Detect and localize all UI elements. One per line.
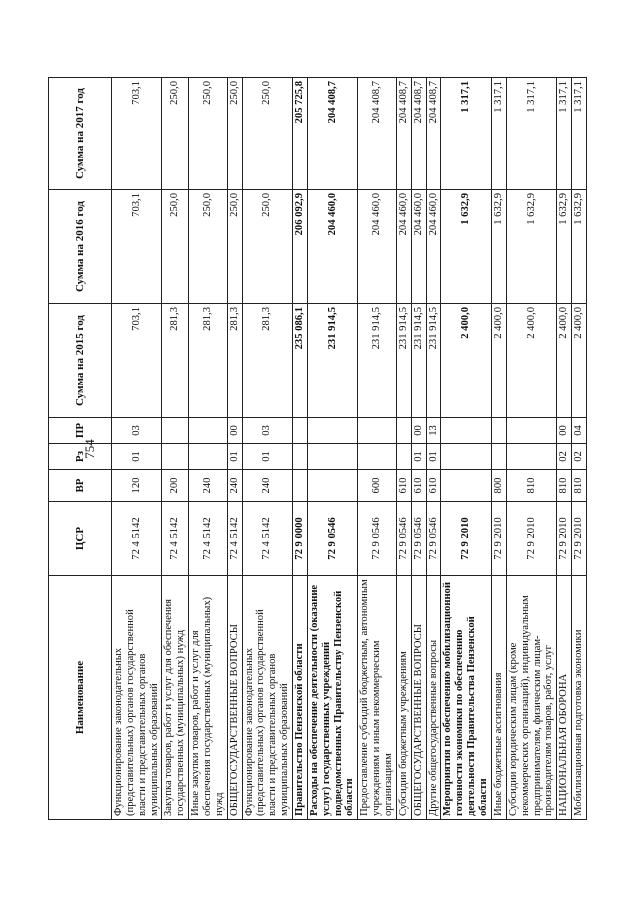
cell-vr: 120 [112,470,162,502]
cell-vr: 200 [162,470,189,502]
cell-sum-2015: 231 914,5 [358,304,397,418]
table-row [293,78,308,820]
table-row [572,78,587,820]
cell-csr: 72 9 0546 [411,502,426,576]
cell-vr: 240 [227,470,242,502]
cell-csr: 72 4 5142 [189,502,228,576]
page-number: 754 [82,439,97,459]
table-row [557,78,572,820]
cell-rz: 01 [227,444,242,470]
cell-vr [293,470,308,502]
cell-sum-2015: 281,3 [162,304,189,418]
cell-rz [491,444,506,470]
cell-vr: 240 [242,470,292,502]
cell-sum-2015: 281,3 [227,304,242,418]
cell-sum-2017: 204 408,7 [307,78,357,190]
cell-sum-2016: 204 460,0 [307,190,357,304]
cell-name: ОБЩЕГОСУДАРСТВЕННЫЕ ВОПРОСЫ [227,576,242,820]
cell-sum-2015: 2 400,0 [572,304,587,418]
cell-sum-2017: 205 725,8 [293,78,308,190]
cell-name: Расходы на обеспечение деятельности (оказание услуг) государственных учреждений подведомственных Правительству Пензенской области [307,576,357,820]
table-row [162,78,189,820]
table-row [441,78,491,820]
cell-sum-2015: 231 914,5 [411,304,426,418]
cell-pr: 00 [411,418,426,444]
cell-csr: 72 9 2010 [572,502,587,576]
header-csr: ЦСР [49,502,112,576]
cell-sum-2017: 204 408,7 [358,78,397,190]
cell-pr [358,418,397,444]
cell-csr: 72 9 0546 [358,502,397,576]
cell-name: Другие общегосударственные вопросы [426,576,441,820]
cell-rz: 01 [242,444,292,470]
header-pr: ПР [49,418,112,444]
cell-name: Субсидии бюджетным учреждениям [396,576,411,820]
cell-sum-2015: 231 914,5 [396,304,411,418]
cell-name: Иные бюджетные ассигнования [491,576,506,820]
table-row [506,78,556,820]
cell-sum-2017: 250,0 [162,78,189,190]
cell-rz [293,444,308,470]
cell-sum-2015: 2 400,0 [491,304,506,418]
header-name: Наименование [49,576,112,820]
cell-sum-2017: 1 317,1 [506,78,556,190]
cell-sum-2015: 2 400,0 [557,304,572,418]
table-row [227,78,242,820]
cell-vr: 800 [491,470,506,502]
cell-sum-2017: 1 317,1 [441,78,491,190]
cell-sum-2016: 1 632,9 [506,190,556,304]
cell-name: Мероприятия по обеспечению мобилизационной готовности экономики по обеспечению деятельности Правительства Пензенской области [441,576,491,820]
cell-rz [162,444,189,470]
cell-pr [307,418,357,444]
cell-vr: 810 [572,470,587,502]
cell-vr [307,470,357,502]
cell-csr: 72 9 0000 [293,502,308,576]
cell-sum-2016: 1 632,9 [557,190,572,304]
cell-vr: 610 [426,470,441,502]
cell-vr: 240 [189,470,228,502]
header-rz: Рз [49,444,112,470]
table-row [358,78,397,820]
cell-sum-2017: 250,0 [189,78,228,190]
cell-vr [441,470,491,502]
cell-name: Мобилизационная подготовка экономики [572,576,587,820]
cell-sum-2016: 204 460,0 [426,190,441,304]
cell-sum-2016: 1 632,9 [491,190,506,304]
cell-sum-2016: 250,0 [162,190,189,304]
cell-sum-2017: 1 317,1 [557,78,572,190]
cell-csr: 72 4 5142 [162,502,189,576]
cell-pr: 13 [426,418,441,444]
header-sum-2017: Сумма на 2017 год [49,78,112,190]
cell-pr [491,418,506,444]
cell-vr: 810 [506,470,556,502]
cell-pr [506,418,556,444]
cell-sum-2016: 1 632,9 [572,190,587,304]
cell-pr [441,418,491,444]
header-sum-2015: Сумма на 2015 год [49,304,112,418]
cell-rz [441,444,491,470]
cell-pr: 03 [112,418,162,444]
cell-rz [358,444,397,470]
cell-pr: 00 [227,418,242,444]
cell-sum-2016: 703,1 [112,190,162,304]
cell-sum-2015: 703,1 [112,304,162,418]
cell-csr: 72 4 5142 [227,502,242,576]
cell-sum-2016: 250,0 [227,190,242,304]
header-vr: ВР [49,470,112,502]
cell-rz [506,444,556,470]
cell-sum-2016: 250,0 [242,190,292,304]
table-row [242,78,292,820]
cell-sum-2015: 2 400,0 [441,304,491,418]
cell-rz: 02 [572,444,587,470]
cell-rz [396,444,411,470]
cell-rz [307,444,357,470]
cell-rz [189,444,228,470]
cell-sum-2016: 204 460,0 [411,190,426,304]
table-row [491,78,506,820]
table-row [307,78,357,820]
budget-table-container [48,78,585,820]
cell-csr: 72 9 0546 [426,502,441,576]
cell-sum-2017: 250,0 [242,78,292,190]
cell-pr [293,418,308,444]
table-row [189,78,228,820]
cell-rz: 01 [426,444,441,470]
cell-sum-2016: 204 460,0 [358,190,397,304]
cell-name: Функционирование законодательных (представительных) органов государственной власти и представительных органов муниципальных образований [242,576,292,820]
cell-name: Правительство Пензенской области [293,576,308,820]
cell-name: Функционирование законодательных (представительных) органов государственной власти и представительных органов муниципальных образований [112,576,162,820]
cell-pr [162,418,189,444]
cell-pr: 04 [572,418,587,444]
budget-table [48,77,587,820]
table-header-row [49,78,112,820]
cell-csr: 72 9 0546 [396,502,411,576]
cell-sum-2015: 2 400,0 [506,304,556,418]
cell-vr: 600 [358,470,397,502]
table-row [112,78,162,820]
cell-sum-2017: 1 317,1 [572,78,587,190]
cell-name: Предоставление субсидий бюджетным, автономным учреждениям и иным некоммерческим организациям [358,576,397,820]
cell-csr: 72 4 5142 [112,502,162,576]
cell-sum-2017: 204 408,7 [411,78,426,190]
cell-sum-2017: 703,1 [112,78,162,190]
cell-name: Закупка товаров, работ и услуг для обеспечения государственных (муниципальных) нужд [162,576,189,820]
cell-rz: 01 [112,444,162,470]
cell-sum-2017: 204 408,7 [396,78,411,190]
cell-pr: 03 [242,418,292,444]
table-row [396,78,411,820]
cell-name: НАЦИОНАЛЬНАЯ ОБОРОНА [557,576,572,820]
cell-sum-2015: 281,3 [242,304,292,418]
cell-rz: 02 [557,444,572,470]
cell-name: Субсидии юридическим лицам (кроме некоммерческих организаций), индивидуальным предпринимателям, физическим лицам-производителям товаров, работ, услуг [506,576,556,820]
cell-rz: 01 [411,444,426,470]
cell-sum-2016: 204 460,0 [396,190,411,304]
cell-sum-2016: 1 632,9 [441,190,491,304]
cell-csr: 72 9 2010 [506,502,556,576]
cell-sum-2015: 231 914,5 [426,304,441,418]
cell-csr: 72 4 5142 [242,502,292,576]
cell-pr [396,418,411,444]
cell-vr: 610 [411,470,426,502]
cell-sum-2015: 231 914,5 [307,304,357,418]
cell-vr: 610 [396,470,411,502]
cell-sum-2017: 204 408,7 [426,78,441,190]
cell-sum-2017: 1 317,1 [491,78,506,190]
cell-name: Иные закупки товаров, работ и услуг для обеспечения государственных (муниципальных) нужд [189,576,228,820]
table-row [426,78,441,820]
table-row [411,78,426,820]
cell-csr: 72 9 0546 [307,502,357,576]
header-sum-2016: Сумма на 2016 год [49,190,112,304]
cell-vr: 810 [557,470,572,502]
cell-sum-2015: 281,3 [189,304,228,418]
cell-csr: 72 9 2010 [557,502,572,576]
cell-sum-2015: 235 086,1 [293,304,308,418]
cell-sum-2016: 206 092,9 [293,190,308,304]
cell-csr: 72 9 2010 [441,502,491,576]
table-body [112,78,587,820]
cell-pr: 00 [557,418,572,444]
cell-csr: 72 9 2010 [491,502,506,576]
cell-name: ОБЩЕГОСУДАРСТВЕННЫЕ ВОПРОСЫ [411,576,426,820]
cell-sum-2017: 250,0 [227,78,242,190]
cell-pr [189,418,228,444]
cell-sum-2016: 250,0 [189,190,228,304]
